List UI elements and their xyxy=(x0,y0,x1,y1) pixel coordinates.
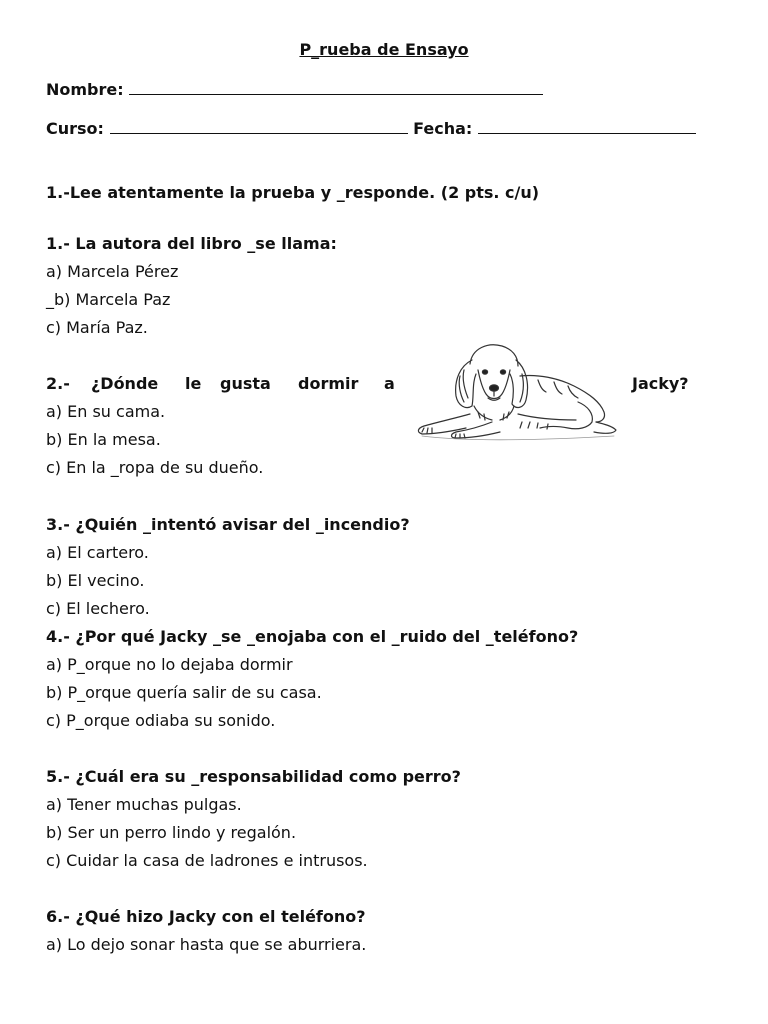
fecha-blank[interactable] xyxy=(478,117,696,134)
q2-word: 2.- xyxy=(46,374,70,393)
q1-option-a: a) Marcela Pérez xyxy=(46,262,179,281)
page-title: P_rueba de Ensayo xyxy=(299,40,469,59)
q5-option-b: b) Ser un perro lindo y regalón. xyxy=(46,823,297,842)
question-1: 1.- La autora del libro _se llama: xyxy=(46,234,337,253)
q1-option-b: _b) Marcela Paz xyxy=(46,290,171,309)
q3-option-b: b) El vecino. xyxy=(46,571,145,590)
q2-word: gusta xyxy=(220,374,271,393)
question-3: 3.- ¿Quién _intentó avisar del _incendio? xyxy=(46,515,410,534)
q2-word: le xyxy=(185,374,202,393)
q4-option-a: a) P_orque no lo dejaba dormir xyxy=(46,655,293,674)
q2-option-c: c) En la _ropa de su dueño. xyxy=(46,458,264,477)
q2-word: ¿Dónde xyxy=(91,374,159,393)
nombre-blank[interactable] xyxy=(129,78,543,95)
q2-word: Jacky? xyxy=(632,374,689,393)
question-6: 6.- ¿Qué hizo Jacky con el teléfono? xyxy=(46,907,366,926)
q2-word: a xyxy=(384,374,395,393)
q3-option-a: a) El cartero. xyxy=(46,543,149,562)
curso-label: Curso: xyxy=(46,119,104,138)
q5-option-c: c) Cuidar la casa de ladrones e intrusos. xyxy=(46,851,368,870)
q2-option-a: a) En su cama. xyxy=(46,402,166,421)
q2-option-b: b) En la mesa. xyxy=(46,430,161,449)
q4-option-c: c) P_orque odiaba su sonido. xyxy=(46,711,276,730)
curso-blank[interactable] xyxy=(110,117,408,134)
nombre-row xyxy=(46,78,543,100)
q6-option-a: a) Lo dejo sonar hasta que se aburriera. xyxy=(46,935,367,954)
instruction: 1.-Lee atentamente la prueba y _responde. (2 pts. c/u) xyxy=(46,183,540,202)
q5-option-a: a) Tener muchas pulgas. xyxy=(46,795,242,814)
curso-fecha-row xyxy=(46,117,696,139)
question-4: 4.- ¿Por qué Jacky _se _enojaba con el _ruido del _teléfono? xyxy=(46,627,579,646)
fecha-label: Fecha: xyxy=(413,119,473,138)
q3-option-c: c) El lechero. xyxy=(46,599,150,618)
q1-option-c: c) María Paz. xyxy=(46,318,148,337)
question-5: 5.- ¿Cuál era su _responsabilidad como perro? xyxy=(46,767,461,786)
q2-word: dormir xyxy=(298,374,359,393)
nombre-label: Nombre: xyxy=(46,80,124,99)
q4-option-b: b) P_orque quería salir de su casa. xyxy=(46,683,322,702)
dog-illustration-icon xyxy=(408,318,622,444)
